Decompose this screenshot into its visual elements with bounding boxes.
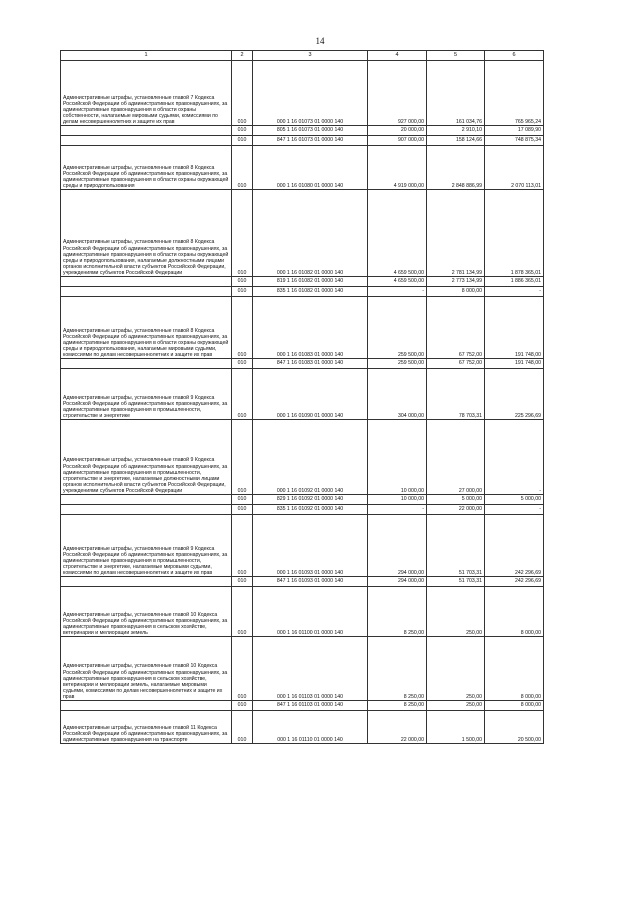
code-cell: 010	[232, 359, 253, 369]
remaining-amount-cell: 20 500,00	[485, 711, 544, 744]
code-cell: 010	[232, 136, 253, 146]
remaining-amount-cell: 8 000,00	[485, 587, 544, 637]
table-row-main	[61, 637, 544, 701]
executed-amount-cell: 78 703,31	[427, 369, 485, 420]
column-header: 5	[427, 51, 485, 61]
table-row-main	[61, 146, 544, 190]
table-row-sub	[61, 287, 544, 297]
plan-amount-cell: 4 659 500,00	[368, 277, 427, 287]
plan-amount-cell: 927 000,00	[368, 61, 427, 126]
column-header: 6	[485, 51, 544, 61]
plan-amount-cell: -	[368, 287, 427, 297]
remaining-amount-cell: 17 089,90	[485, 126, 544, 136]
report-table	[60, 50, 544, 744]
remaining-amount-cell: -	[485, 420, 544, 495]
plan-amount-cell: 294 000,00	[368, 577, 427, 587]
empty-cell	[61, 577, 232, 587]
remaining-amount-cell: 5 000,00	[485, 495, 544, 505]
executed-amount-cell: 22 000,00	[427, 505, 485, 515]
remaining-amount-cell: 765 965,24	[485, 61, 544, 126]
empty-cell	[61, 126, 232, 136]
column-header: 2	[232, 51, 253, 61]
page-number: 14	[315, 36, 325, 46]
kbk-cell: 000 1 16 01083 01 0000 140	[253, 297, 368, 359]
remaining-amount-cell: 748 875,34	[485, 136, 544, 146]
row-description: Административные штрафы, установленные главой 9 Кодекса Российской Федерации об административных правонарушениях, за административные правонарушения в промышленности, строительстве и энергетике, налагаемые должностными лицами органов исполнительной власти субъектов Российской Федерации, учреждениями субъектов Российской Федерации	[61, 420, 232, 495]
executed-amount-cell: 5 000,00	[427, 495, 485, 505]
code-cell: 010	[232, 505, 253, 515]
executed-amount-cell: 250,00	[427, 701, 485, 711]
row-description: Административные штрафы, установленные главой 9 Кодекса Российской Федерации об административных правонарушениях, за административные правонарушения в промышленности, строительстве и энергетике, налагаемые мировыми судьями, комиссиями по делам несовершеннолетних и защите их прав	[61, 515, 232, 577]
kbk-cell: 000 1 16 01103 01 0000 140	[253, 637, 368, 701]
kbk-cell: 835 1 16 01082 01 0000 140	[253, 287, 368, 297]
plan-amount-cell: 294 000,00	[368, 515, 427, 577]
table-row-main	[61, 61, 544, 126]
code-cell: 010	[232, 711, 253, 744]
kbk-cell: 847 1 16 01073 01 0000 140	[253, 136, 368, 146]
kbk-cell: 819 1 16 01082 01 0000 140	[253, 277, 368, 287]
remaining-amount-cell: 225 296,69	[485, 369, 544, 420]
executed-amount-cell: 2 773 134,99	[427, 277, 485, 287]
plan-amount-cell: 4 659 500,00	[368, 190, 427, 277]
code-cell: 010	[232, 277, 253, 287]
row-description: Административные штрафы, установленные главой 8 Кодекса Российской Федерации об административных правонарушениях, за административные правонарушения в области охраны окружающей среды и природопользования, налагаемые мировыми судьями, комиссиями по делам несовершеннолетних и защите их прав	[61, 297, 232, 359]
executed-amount-cell: 27 000,00	[427, 420, 485, 495]
table-row-sub	[61, 505, 544, 515]
table-row-sub	[61, 359, 544, 369]
table-row-sub	[61, 577, 544, 587]
executed-amount-cell: 158 124,66	[427, 136, 485, 146]
column-header: 3	[253, 51, 368, 61]
column-header: 1	[61, 51, 232, 61]
table-row-sub	[61, 126, 544, 136]
code-cell: 010	[232, 587, 253, 637]
executed-amount-cell: 51 703,31	[427, 515, 485, 577]
table-row-main	[61, 190, 544, 277]
remaining-amount-cell: -	[485, 287, 544, 297]
table-row-sub	[61, 701, 544, 711]
kbk-cell: 000 1 16 01093 01 0000 140	[253, 515, 368, 577]
kbk-cell: 847 1 16 01103 01 0000 140	[253, 701, 368, 711]
executed-amount-cell: 2 848 886,99	[427, 146, 485, 190]
kbk-cell: 000 1 16 01073 01 0000 140	[253, 61, 368, 126]
empty-cell	[61, 701, 232, 711]
code-cell: 010	[232, 701, 253, 711]
kbk-cell: 000 1 16 01092 01 0000 140	[253, 420, 368, 495]
remaining-amount-cell: 191 748,00	[485, 297, 544, 359]
table-row-sub	[61, 495, 544, 505]
kbk-cell: 829 1 16 01092 01 0000 140	[253, 495, 368, 505]
kbk-cell: 847 1 16 01093 01 0000 140	[253, 577, 368, 587]
empty-cell	[61, 505, 232, 515]
table-row-main	[61, 420, 544, 495]
executed-amount-cell: 67 752,00	[427, 359, 485, 369]
code-cell: 010	[232, 61, 253, 126]
table-row-sub	[61, 277, 544, 287]
empty-cell	[61, 136, 232, 146]
kbk-cell: 000 1 16 01110 01 0000 140	[253, 711, 368, 744]
remaining-amount-cell: 8 000,00	[485, 637, 544, 701]
remaining-amount-cell: 242 296,69	[485, 577, 544, 587]
table-row-main	[61, 711, 544, 744]
plan-amount-cell: 8 250,00	[368, 637, 427, 701]
kbk-cell: 000 1 16 01100 01 0000 140	[253, 587, 368, 637]
plan-amount-cell: 907 000,00	[368, 136, 427, 146]
kbk-cell: 835 1 16 01092 01 0000 140	[253, 505, 368, 515]
executed-amount-cell: 250,00	[427, 587, 485, 637]
table-row-main	[61, 369, 544, 420]
code-cell: 010	[232, 515, 253, 577]
table-row-main	[61, 297, 544, 359]
plan-amount-cell: 10 000,00	[368, 420, 427, 495]
executed-amount-cell: 2 910,10	[427, 126, 485, 136]
remaining-amount-cell: 1 878 365,01	[485, 190, 544, 277]
plan-amount-cell: -	[368, 505, 427, 515]
plan-amount-cell: 8 250,00	[368, 701, 427, 711]
executed-amount-cell: 8 000,00	[427, 287, 485, 297]
empty-cell	[61, 277, 232, 287]
code-cell: 010	[232, 369, 253, 420]
remaining-amount-cell: -	[485, 505, 544, 515]
report-body	[61, 61, 544, 744]
kbk-cell: 805 1 16 01073 01 0000 140	[253, 126, 368, 136]
remaining-amount-cell: 8 000,00	[485, 701, 544, 711]
code-cell: 010	[232, 495, 253, 505]
plan-amount-cell: 20 000,00	[368, 126, 427, 136]
executed-amount-cell: 250,00	[427, 637, 485, 701]
remaining-amount-cell: 2 070 113,01	[485, 146, 544, 190]
executed-amount-cell: 67 752,00	[427, 297, 485, 359]
code-cell: 010	[232, 287, 253, 297]
kbk-cell: 000 1 16 01090 01 0000 140	[253, 369, 368, 420]
row-description: Административные штрафы, установленные главой 10 Кодекса Российской Федерации об административных правонарушениях, за административные правонарушения в сельском хозяйстве, ветеринарии и мелиорации земель	[61, 587, 232, 637]
kbk-cell: 000 1 16 01080 01 0000 140	[253, 146, 368, 190]
code-cell: 010	[232, 637, 253, 701]
plan-amount-cell: 259 500,00	[368, 359, 427, 369]
row-description: Административные штрафы, установленные главой 8 Кодекса Российской Федерации об административных правонарушениях, за административные правонарушения в области охраны окружающей среды и природопользования, налагаемые должностными лицами органов исполнительной власти субъектов Российской Федерации, учреждениями субъектов Российской Федерации	[61, 190, 232, 277]
remaining-amount-cell: 242 296,69	[485, 515, 544, 577]
column-header: 4	[368, 51, 427, 61]
empty-cell	[61, 287, 232, 297]
kbk-cell: 000 1 16 01082 01 0000 140	[253, 190, 368, 277]
executed-amount-cell: 1 500,00	[427, 711, 485, 744]
code-cell: 010	[232, 420, 253, 495]
executed-amount-cell: 161 034,76	[427, 61, 485, 126]
table-row-main	[61, 515, 544, 577]
table-row-main	[61, 587, 544, 637]
plan-amount-cell: 10 000,00	[368, 495, 427, 505]
header-row	[61, 51, 544, 61]
empty-cell	[61, 495, 232, 505]
code-cell: 010	[232, 297, 253, 359]
code-cell: 010	[232, 190, 253, 277]
plan-amount-cell: 22 000,00	[368, 711, 427, 744]
empty-cell	[61, 359, 232, 369]
plan-amount-cell: 4 919 000,00	[368, 146, 427, 190]
kbk-cell: 847 1 16 01083 01 0000 140	[253, 359, 368, 369]
code-cell: 010	[232, 146, 253, 190]
row-description: Административные штрафы, установленные главой 7 Кодекса Российской Федерации об административных правонарушениях, за административные правонарушения в области охраны собственности, налагаемые мировыми судьями, комиссиями по делам несовершеннолетних и защите их прав	[61, 61, 232, 126]
remaining-amount-cell: 191 748,00	[485, 359, 544, 369]
plan-amount-cell: 259 500,00	[368, 297, 427, 359]
code-cell: 010	[232, 126, 253, 136]
plan-amount-cell: 304 000,00	[368, 369, 427, 420]
table-row-sub	[61, 136, 544, 146]
remaining-amount-cell: 1 886 365,01	[485, 277, 544, 287]
code-cell: 010	[232, 577, 253, 587]
row-description: Административные штрафы, установленные главой 11 Кодекса Российской Федерации об административных правонарушениях, за административные правонарушения на транспорте	[61, 711, 232, 744]
row-description: Административные штрафы, установленные главой 9 Кодекса Российской Федерации об административных правонарушениях, за административные правонарушения в промышленности, строительстве и энергетике	[61, 369, 232, 420]
executed-amount-cell: 51 703,31	[427, 577, 485, 587]
row-description: Административные штрафы, установленные главой 10 Кодекса Российской Федерации об административных правонарушениях, за административные правонарушения в сельском хозяйстве, ветеринарии и мелиорации земель, налагаемые мировыми судьями, комиссиями по делам несовершеннолетних и защите их прав	[61, 637, 232, 701]
executed-amount-cell: 2 781 134,99	[427, 190, 485, 277]
plan-amount-cell: 8 250,00	[368, 587, 427, 637]
row-description: Административные штрафы, установленные главой 8 Кодекса Российской Федерации об административных правонарушениях, за административные правонарушения в области охраны окружающей среды и природопользования	[61, 146, 232, 190]
